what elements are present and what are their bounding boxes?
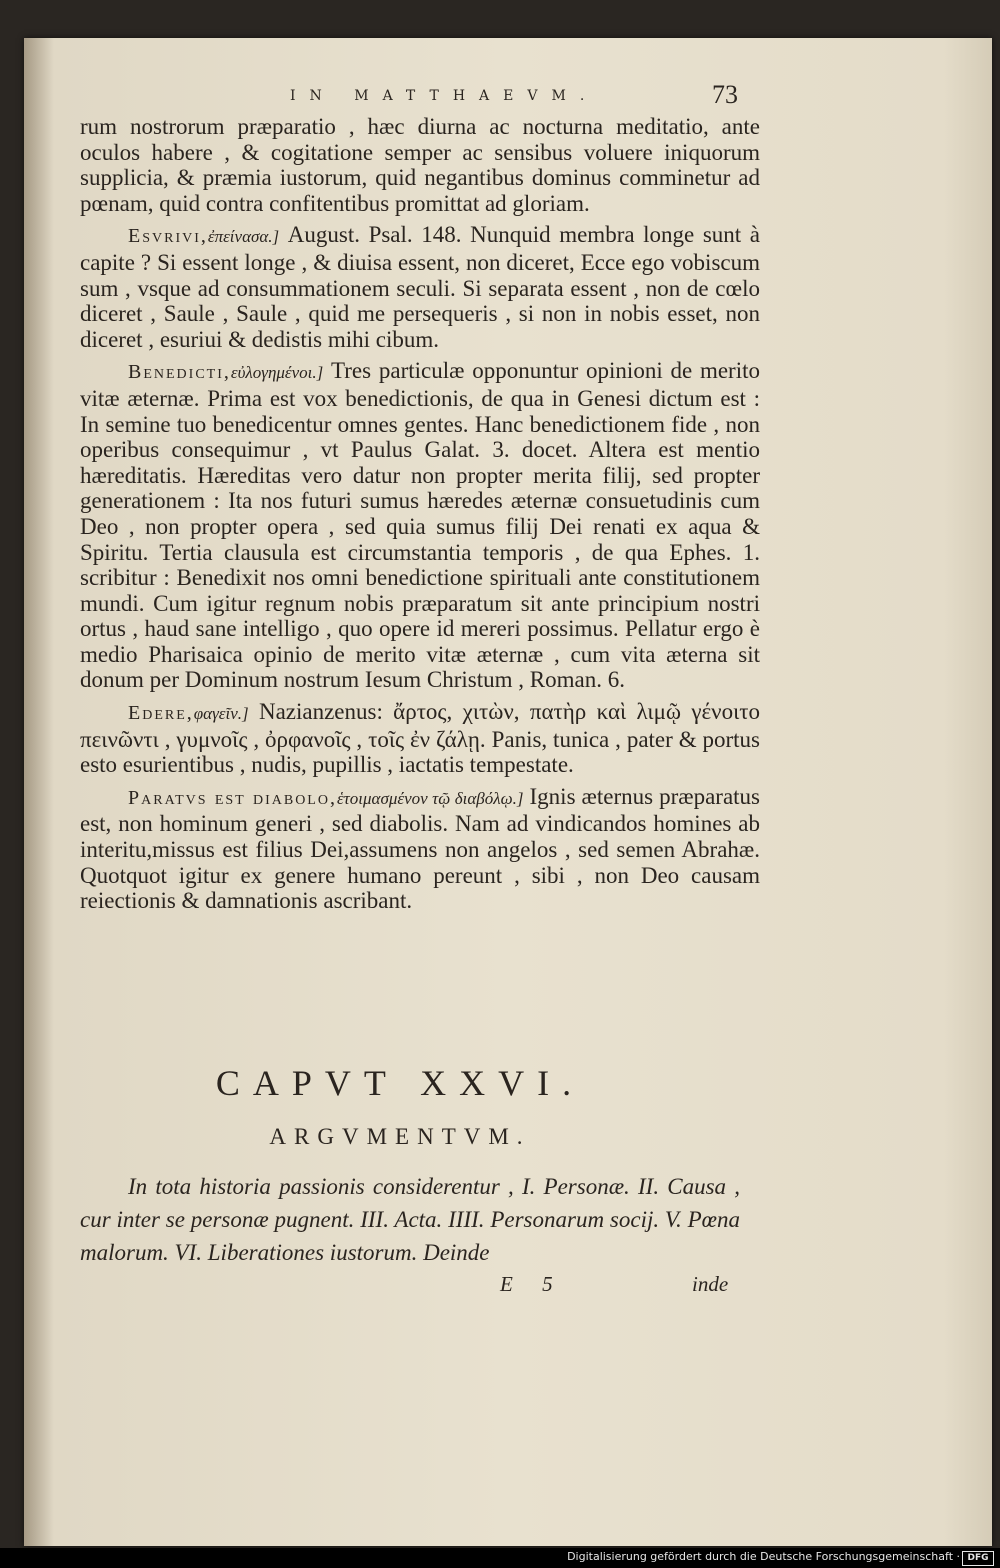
lemma: Edere, — [128, 702, 194, 725]
dfg-logo-icon: DFG — [962, 1551, 994, 1566]
lemma: Esvrivi, — [128, 225, 208, 248]
paragraph-text: August. Psal. 148. Nunquid membra longe sunt à capite ? Si essent longe , & diuisa essent, non diceret, Ecce ego vobiscum sum , vsque ad consummationem seculi. Si separata essent , non de cœlo diceret , Saule , Saule , quid me persequeris , si non in nobis esset, non diceret , esuriui & dedistis mihi cibum. — [80, 222, 760, 352]
page-number: 73 — [712, 80, 738, 109]
paragraph — [80, 784, 760, 914]
paragraph-text: Nazianzenus: ἄρτος, χιτὼν, πατὴρ καὶ λιμῷ γένοιτο πεινῶντι , γυμνοῖς , ὀρφανοῖς , τοῖς ἐν ζάλῃ. Panis, tunica , pater & portus esto esurientibus , nudis, pupillis , iactatis tempestate. — [80, 699, 760, 778]
chapter-argument: In tota historia passionis considerentur , I. Personæ. II. Causa , cur inter se personæ pugnent. III. Acta. IIII. Personarum socij. V. Pœna malorum. VI. Liberationes iustorum. Deinde — [80, 1174, 740, 1265]
paragraph — [80, 699, 760, 778]
catchword: inde — [692, 1272, 729, 1296]
greek-lemma: εὐλογημένοι.] — [230, 363, 324, 383]
greek-lemma: ἐπείνασα.] — [207, 227, 280, 247]
spine-shadow — [24, 38, 54, 1546]
lemma: Paratvs est diabolo, — [128, 786, 337, 809]
paragraph — [80, 358, 760, 693]
chapter-subtitle: ARGVMENTVM. — [269, 1124, 531, 1149]
running-title: IN MATTHAEVM. — [290, 88, 599, 104]
greek-lemma: ἑτοιμασμένον τῷ διαβόλῳ.] — [336, 788, 524, 808]
paragraph-text: Tres particulæ opponuntur opinioni de merito vitæ æternæ. Prima est vox benedictionis, de qua in Genesi dictum est : In semine tuo benedicentur omnes gentes. Hanc benedictionem fide , non operibus consequimur , vt Paulus Galat. 3. docet. Altera est mentio hæreditatis. Hæreditas vero datur non propter merita filij, sed propter generationem : Ita nos futuri sumus hæredes æternæ consuetudinis cum Deo , non propter opera , sed quia sumus filij Dei renati ex aqua & Spiritu. Tertia clausula est circumstantia temporis , de qua Ephes. 1. scribitur : Benedixit nos omni benedictione spirituali ante constitutionem mundi. Cum igitur regnum nobis præparatum sit ante principium nostri ortus , haud sane intelligo , quo opere id mereri possimus. Pellatur ergo è medio Pharisaica opinio de merito vitæ æternæ , cum vita æterna sit donum per Dominum nostrum Iesum Christum , Roman. 6. — [80, 358, 760, 693]
lemma: Benedicti, — [128, 361, 231, 384]
paragraph — [80, 222, 760, 352]
paragraph-text: rum nostrorum præparatio , hæc diurna ac nocturna meditatio, ante oculos habere , & cogitatione semper ac sensibus voluere iniquorum supplicia, & præmia iustorum, quid negantibus dominus comminetur ad pœnam, quid contra confitentibus promittat ad gloriam. — [80, 114, 760, 216]
paragraph-text: Ignis æternus præparatus est, non hominum generi , sed diabolis. Nam ad vindicandos homines ab interitu,missus est filius Dei,assumens non angelos , sed semen Abrahæ. Quotquot igitur ex genere humano pereunt , sibi , non Deo causam reiectionis & damnationis ascribant. — [80, 783, 761, 914]
digitization-note: Digitalisierung gefördert durch die Deutsche Forschungsgemeinschaft · — [567, 1550, 960, 1563]
main-text — [80, 114, 760, 920]
paragraph — [80, 114, 760, 216]
signature-mark: E 5 — [500, 1272, 565, 1296]
greek-lemma: φαγεῖν.] — [193, 704, 249, 724]
chapter-title: CAPVT XXVI. — [215, 1063, 585, 1103]
